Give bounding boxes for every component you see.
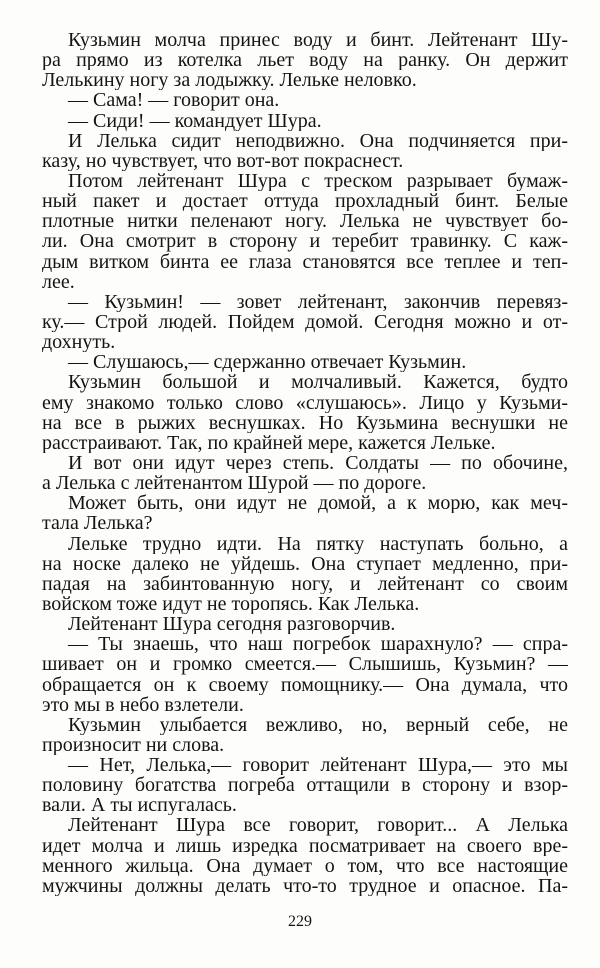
text-line: — Слушаюсь,— сдержанно отвечает Кузьмин. <box>68 352 467 373</box>
text-line: Кузьмин молча принес воду и бинт. Лейтенант Шу- <box>68 30 568 51</box>
text-line: тала Лелька? <box>42 513 153 534</box>
text-line: И Лелька сидит неподвижно. Она подчиняется при- <box>68 130 568 151</box>
text-line: вали. А ты испугалась. <box>42 795 237 816</box>
text-line: ли. Она смотрит в сторону и теребит травинку. С каж- <box>42 231 568 252</box>
text-line: это мы в небо взлетели. <box>42 694 244 715</box>
text-line: мужчины должны делать что-то трудное и опасное. Па- <box>42 875 568 897</box>
text-line: идет молча и лишь изредка посматривает на своего вре- <box>42 835 568 856</box>
text-line: — Сиди! — командует Шура. <box>68 110 322 131</box>
text-line: плотные нитки пеленают ногу. Лелька не чувствует бо- <box>42 211 568 232</box>
text-line: а Лелька с лейтенантом Шурой — по дороге. <box>42 473 427 494</box>
text-line: ра прямо из котелка льет воду на ранку. Он держит <box>42 50 568 71</box>
text-line: Лейтенант Шура сегодня разговорчив. <box>68 614 396 635</box>
text-line: дым витком бинта ее глаза становятся все теплее и теп- <box>42 251 568 272</box>
page-number: 229 <box>288 913 312 930</box>
text-line: казу, но чувствует, что вот-вот покраснест. <box>42 150 404 171</box>
text-line: на все в рыжих веснушках. Но Кузьмина веснушки не <box>42 412 568 433</box>
text-line: половину богатства погреба оттащили в сторону и взор- <box>42 775 568 796</box>
text-line: Лейтенант Шура все говорит, говорит... А Лелька <box>68 815 568 836</box>
text-line: Лельке трудно идти. На пятку наступать больно, а <box>68 533 568 554</box>
text-line: — Ты знаешь, что наш погребок шарахнуло? — спра- <box>68 634 568 655</box>
text-line: лее. <box>42 271 75 292</box>
text-line: на носке далеко не уйдешь. Она ступает медленно, при- <box>42 553 568 574</box>
text-line: — Нет, Лелька,— говорит лейтенант Шура,— это мы <box>68 755 568 776</box>
text-line: Может быть, они идут не домой, а к морю, как меч- <box>68 493 568 514</box>
text-line: шивает он и громко смеется.— Слышишь, Кузьмин? — <box>42 654 568 675</box>
text-line: ему знакомо только слово «слушаюсь». Лицо у Кузьми- <box>42 392 568 413</box>
text-line: — Кузьмин! — зовет лейтенант, закончив перевяз- <box>68 291 568 312</box>
text-line: менного жильца. Она думает о том, что все настоящие <box>42 855 568 876</box>
text-line: обращается он к своему помощнику.— Она думала, что <box>42 674 568 695</box>
text-line: Кузьмин улыбается вежливо, но, верный себе, не <box>68 714 568 735</box>
text-line: ку.— Строй людей. Пойдем домой. Сегодня можно и от- <box>42 311 568 333</box>
text-line: Кузьмин большой и молчаливый. Кажется, будто <box>68 372 568 393</box>
text-line: дохнуть. <box>42 332 116 353</box>
text-line: войском тоже идут не торопясь. Как Лелька. <box>42 593 420 615</box>
text-line: расстраивают. Так, по крайней мере, кажется Лельке. <box>42 432 496 453</box>
text-line: падая на забинтованную ногу, и лейтенант со своим <box>42 573 568 594</box>
text-line: Лелькину ногу за лодыжку. Лельке неловко. <box>42 70 417 91</box>
body-text <box>42 30 568 896</box>
text-line: произносит ни слова. <box>42 734 225 756</box>
text-line: Потом лейтенант Шура с треском разрывает бумаж- <box>68 170 568 192</box>
text-line: И вот они идут через степь. Солдаты — по обочине, <box>68 452 568 474</box>
text-line: ный пакет и достает оттуда прохладный бинт. Белые <box>42 191 568 212</box>
text-line: — Сама! — говорит она. <box>68 90 280 111</box>
